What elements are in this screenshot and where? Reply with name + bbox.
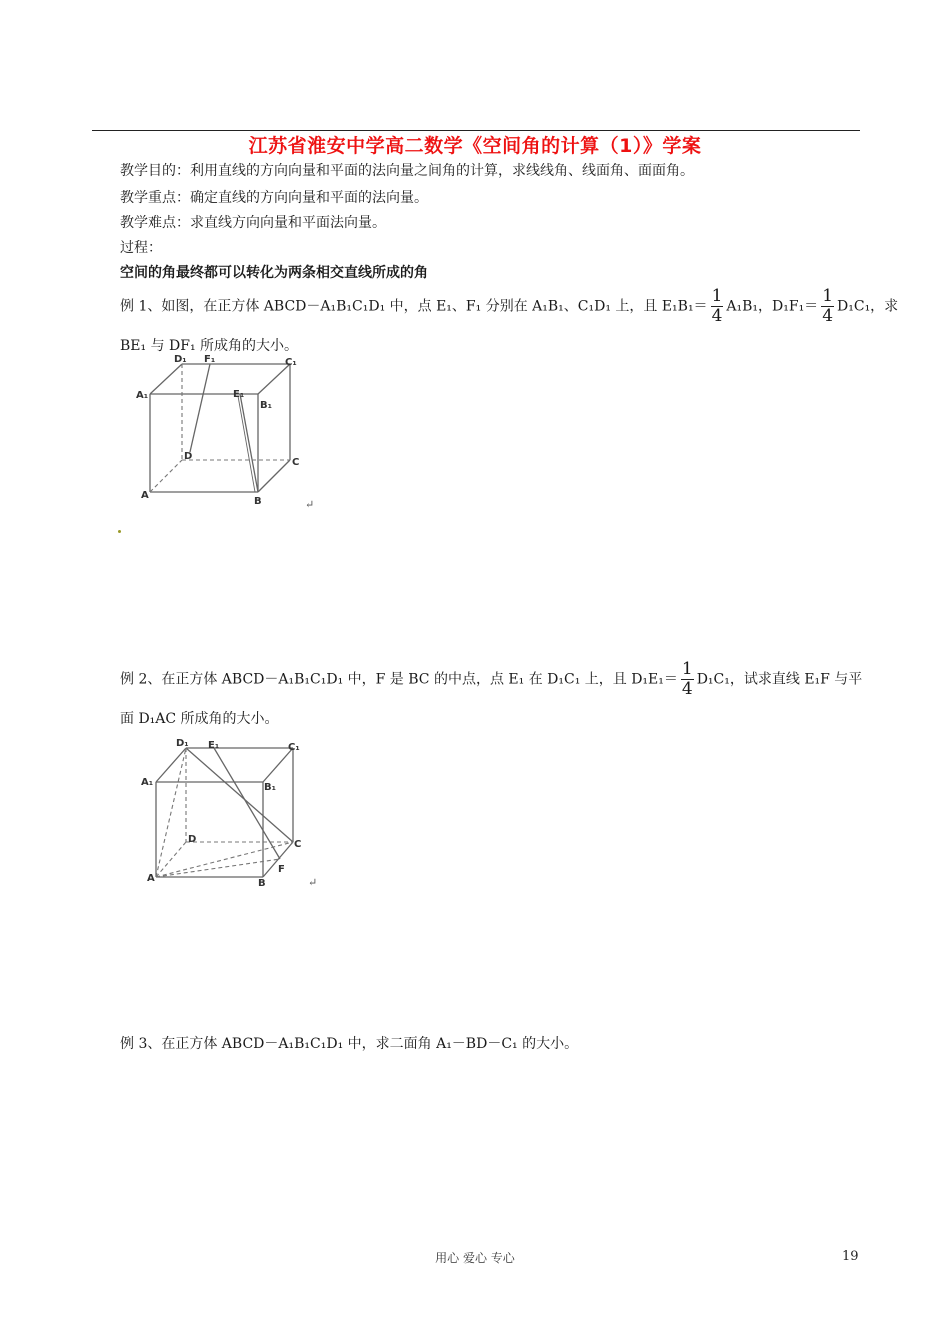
fig2-label-C1: C₁	[288, 742, 300, 753]
example1-statement-line2: BE₁ 与 DF₁ 所成角的大小。	[120, 338, 299, 354]
example2-text-part2: D₁C₁，试求直线 E₁F 与平	[696, 671, 863, 688]
example2-fraction: $\frac{1}{4}$	[681, 659, 693, 699]
example2-statement	[120, 660, 862, 699]
fig2-label-A: A	[147, 873, 155, 884]
example1-fraction-1: $\frac{1}{4}$	[711, 286, 723, 326]
page-footer: 用心 爱心 专心	[435, 1251, 515, 1265]
fig2-label-A1: A₁	[141, 777, 154, 788]
fig1-label-F1: F₁	[204, 354, 216, 365]
fig2-label-F: F	[278, 864, 285, 875]
page-title: 江苏省淮安中学高二数学《空间角的计算（1）》学案	[248, 135, 702, 157]
example1-statement	[120, 287, 898, 326]
fig1-label-E1: E₁	[233, 389, 245, 400]
fig2-label-B: B	[258, 878, 266, 889]
difficulty-text: 教学难点：求直线方向向量和平面法向量。	[120, 215, 386, 231]
margin-mark	[118, 530, 121, 533]
objective-text: 教学目的：利用直线的方向向量和平面的法向量之间角的计算，求线线角、线面角、面面角。	[120, 163, 694, 179]
fig2-label-D1: D₁	[176, 738, 189, 749]
fig2-label-C: C	[294, 839, 302, 850]
fig1-label-C1: C₁	[285, 357, 297, 368]
example1-cube-figure	[130, 352, 330, 516]
key-statement: 空间的角最终都可以转化为两条相交直线所成的角	[120, 265, 428, 281]
focus-text: 教学重点：确定直线的方向向量和平面的法向量。	[120, 190, 428, 206]
fig1-label-B: B	[254, 496, 262, 507]
fig1-label-A: A	[141, 490, 149, 501]
fig1-label-A1: A₁	[136, 390, 149, 401]
example1-text-part2: A₁B₁，D₁F₁＝	[726, 298, 819, 315]
page-number: 19	[842, 1249, 859, 1264]
fig1-label-D1: D₁	[174, 354, 187, 365]
example3-statement: 例 3、在正方体 ABCD－A₁B₁C₁D₁ 中，求二面角 A₁－BD－C₁ 的大小。	[120, 1036, 579, 1052]
fig1-label-D: D	[184, 451, 193, 462]
example2-return-mark: ↵	[308, 876, 318, 889]
process-label: 过程：	[120, 240, 162, 256]
fig2-label-E1: E₁	[208, 740, 220, 751]
fig2-label-B1: B₁	[264, 782, 277, 793]
example1-text-part3: D₁C₁，求	[837, 298, 899, 315]
example1-fraction-2: $\frac{1}{4}$	[822, 286, 834, 326]
example2-text-part1: 例 2、在正方体 ABCD－A₁B₁C₁D₁ 中，F 是 BC 的中点，点 E₁ 在 D₁C₁ 上，且 D₁E₁＝	[120, 671, 678, 688]
fig1-label-C: C	[292, 457, 300, 468]
fig1-label-B1: B₁	[260, 400, 273, 411]
example1-text-part1: 例 1、如图，在正方体 ABCD－A₁B₁C₁D₁ 中，点 E₁、F₁ 分别在 A₁B₁、C₁D₁ 上，且 E₁B₁＝	[120, 298, 708, 315]
example2-statement-line2: 面 D₁AC 所成角的大小。	[120, 711, 279, 727]
fig2-label-D: D	[188, 834, 197, 845]
example2-cube-figure	[138, 732, 338, 896]
example1-return-mark: ↵	[305, 498, 315, 511]
